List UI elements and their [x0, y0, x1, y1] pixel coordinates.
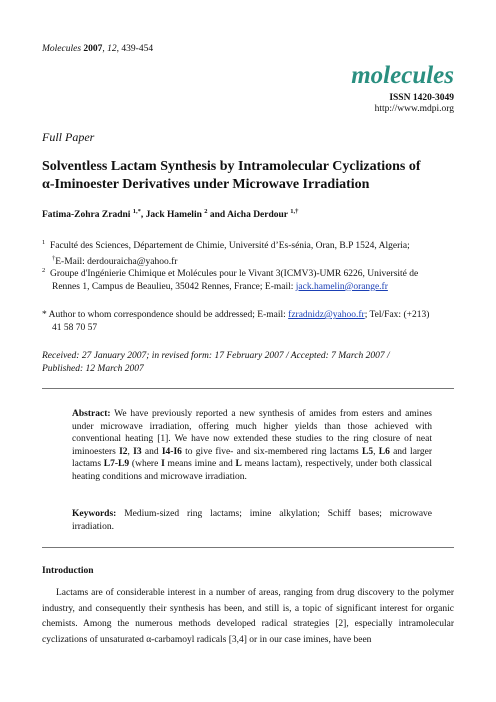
- journal-url[interactable]: http://www.mdpi.org: [374, 104, 454, 114]
- compound-ref: L6: [378, 446, 390, 457]
- correspondence-email-link[interactable]: fzradnidz@yahoo.fr: [288, 310, 365, 320]
- compound-ref: L: [235, 459, 242, 469]
- title-line-2: α-Iminoester Derivatives under Microwave Irradiation: [42, 177, 370, 192]
- journal-reference: Molecules 2007, 12, 439-454: [42, 44, 154, 54]
- journal-year: 2007: [83, 44, 103, 54]
- journal-pages: 439-454: [121, 44, 154, 54]
- author-2: Jack Hamelin: [145, 210, 202, 221]
- abstract-text: means lactam), respectively, under both classical heating conditions and microwave irradiation.: [72, 459, 433, 482]
- compound-ref: I: [161, 459, 165, 469]
- compound-ref: L7-L9: [103, 459, 130, 469]
- affiliation-text-cont: Rennes 1, Campus de Beaulieu, 35042 Rennes, France; E-mail:: [52, 281, 294, 292]
- correspondence-prefix: * Author to whom correspondence should be addressed; E-mail:: [42, 310, 286, 320]
- abstract-text: We have previously reported a new synthesis of amides from esters and amines under microwave irradiation, offering much higher yields than those achieved with conventional heating [1]. We have now extended these studies to the ring closure of neat iminoesters: [72, 409, 432, 457]
- paper-type: Full Paper: [42, 130, 95, 144]
- abstract-text: ,: [127, 446, 134, 457]
- compound-ref: I4-I6: [161, 446, 182, 457]
- author-3: Aicha Derdour: [227, 210, 288, 221]
- abstract-text: means imine and: [164, 459, 236, 469]
- correspondence-note: [42, 309, 462, 334]
- abstract: [72, 408, 432, 483]
- dates-line-1: Received: 27 January 2007; in revised form: 17 February 2007 / Accepted: 7 March 2007 /: [42, 351, 390, 361]
- email-link[interactable]: jack.hamelin@orange.fr: [295, 281, 388, 292]
- compound-ref: L5: [362, 446, 374, 457]
- keywords: [72, 508, 432, 533]
- author-3-affiliation: 1,†: [290, 208, 299, 215]
- abstract-text: and: [141, 446, 162, 457]
- affiliation-2: [42, 265, 462, 293]
- author-list: [42, 208, 298, 220]
- author-conjunction: and: [209, 210, 226, 221]
- correspondence-phone: ; Tel/Fax: (+213): [364, 310, 430, 320]
- introduction-paragraph: Lactams are of considerable interest in a number of areas, ranging from drug discovery to the polymer industry, and consequently their synthesis has been, and still is, a topic of significant interest for organic chemists. Among the numerous methods developed radical strategies [2], especially intramolecular cyclizations of unsaturated α-carbamoyl radicals [3,4] or in our case imines, have been: [42, 588, 454, 645]
- publication-dates: [42, 350, 462, 375]
- dates-line-2: Published: 12 March 2007: [42, 363, 144, 374]
- journal-name: Molecules: [42, 44, 82, 54]
- affiliation-email: E-Mail: derdouraicha@yahoo.fr: [55, 256, 178, 267]
- bottom-divider: [42, 547, 454, 548]
- abstract-label: Abstract:: [72, 409, 111, 419]
- keywords-text: Medium-sized ring lactams; imine alkylation; Schiff bases; microwave irradiation.: [72, 509, 433, 532]
- section-heading-introduction: Introduction: [42, 566, 94, 576]
- journal-volume: 12: [107, 44, 117, 54]
- author-1: Fatima-Zohra Zradni: [42, 210, 131, 221]
- correspondence-phone-cont: 41 58 70 57: [52, 322, 98, 333]
- affiliation-number: 2: [42, 267, 46, 274]
- dagger-mark: †: [52, 254, 56, 262]
- compound-ref: I2: [119, 446, 128, 457]
- abstract-text: to give five- and six-membered ring lactams: [181, 446, 362, 457]
- journal-logo: molecules: [351, 62, 454, 89]
- title-line-1: Solventless Lactam Synthesis by Intramolecular Cyclizations of: [42, 159, 421, 174]
- top-divider: [42, 388, 454, 389]
- compound-ref: I3: [133, 446, 142, 457]
- keywords-label: Keywords:: [72, 509, 117, 519]
- issn: ISSN 1420-3049: [389, 93, 454, 103]
- abstract-text: (where: [129, 459, 162, 469]
- affiliation-number: 1: [42, 239, 46, 246]
- abstract-text: ,: [373, 446, 379, 457]
- author-2-affiliation: 2: [204, 208, 208, 215]
- affiliation-1: [42, 237, 462, 268]
- affiliation-text: Groupe d'Ingénierie Chimique et Molécules pour le Vivant 3(ICMV3)-UMR 6226, Université de: [50, 269, 419, 280]
- affiliation-text: Faculté des Sciences, Département de Chimie, Université d’Es-sénia, Oran, B.P 1524, Algeria;: [50, 241, 410, 252]
- author-separator: ,: [140, 210, 144, 221]
- abstract-text: and larger lactams: [72, 446, 433, 469]
- paper-title: [42, 158, 462, 194]
- author-1-affiliation: 1,*: [132, 208, 141, 215]
